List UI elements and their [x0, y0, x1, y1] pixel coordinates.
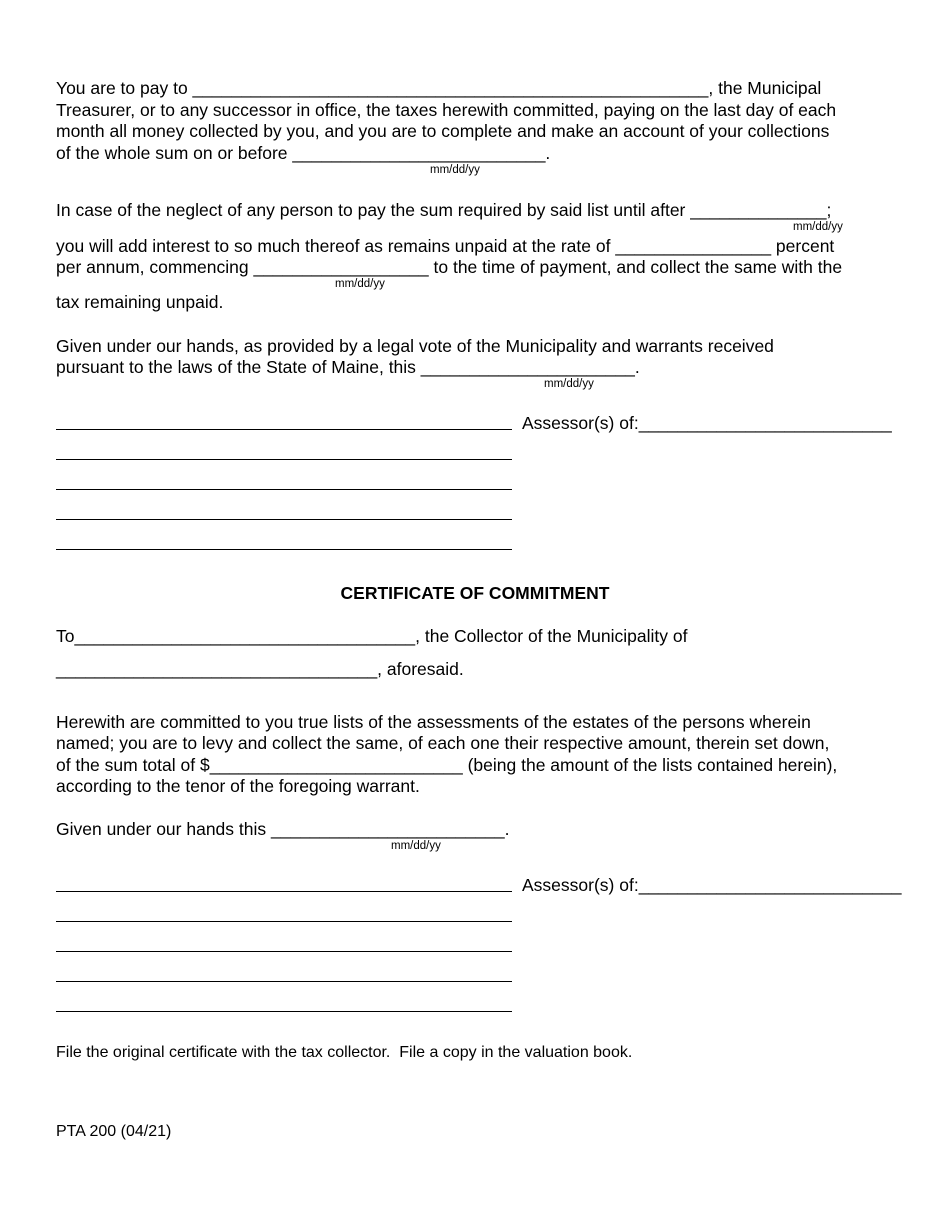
- certificate-text-line: named; you are to levy and collect the same, of each one their respective amount, therein set down,: [56, 733, 830, 753]
- form-id: PTA 200 (04/21): [56, 1123, 172, 1140]
- warrant-text-line: tax remaining unpaid.: [56, 292, 224, 312]
- assessor-signature-line[interactable]: [56, 891, 512, 892]
- date-format-hint: mm/dd/yy: [544, 378, 594, 390]
- collector-line: To___________________________________, the Collector of the Municipality of: [56, 626, 688, 646]
- assessor-signature-line[interactable]: [56, 549, 512, 550]
- assessor-signature-line[interactable]: [56, 459, 512, 460]
- date-format-hint: mm/dd/yy: [793, 221, 843, 233]
- warrant-text-line: per annum, commencing __________________ to the time of payment, and collect the same with the: [56, 257, 843, 277]
- assessor-signature-line[interactable]: [56, 519, 512, 520]
- assessor-of-label: Assessor(s) of:__________________________: [522, 413, 892, 433]
- warrant-text-line: In case of the neglect of any person to pay the sum required by said list until after ______________;: [56, 200, 832, 220]
- certificate-text-line: Herewith are committed to you true lists of the assessments of the estates of the persons wherein: [56, 712, 811, 732]
- municipality-line: _________________________________, aforesaid.: [56, 659, 464, 679]
- warrant-text-line: you will add interest to so much thereof as remains unpaid at the rate of ________________ percent: [56, 236, 835, 256]
- filing-instruction: File the original certificate with the tax collector. File a copy in the valuation book.: [56, 1044, 633, 1061]
- warrant-text-line: You are to pay to _____________________________________________________, the Municipal: [56, 78, 822, 98]
- warrant-text-line: pursuant to the laws of the State of Maine, this ______________________.: [56, 357, 640, 377]
- warrant-text-line: of the whole sum on or before __________________________.: [56, 143, 551, 163]
- certificate-title: CERTIFICATE OF COMMITMENT: [340, 583, 610, 603]
- assessor-of-label: Assessor(s) of:___________________________: [522, 875, 902, 895]
- certificate-text-line: of the sum total of $__________________________ (being the amount of the lists contained herein),: [56, 755, 838, 775]
- assessor-signature-line[interactable]: [56, 1011, 512, 1012]
- given-under-hands-line: Given under our hands this ________________________.: [56, 819, 510, 839]
- date-format-hint: mm/dd/yy: [335, 278, 385, 290]
- warrant-text-line: Treasurer, or to any successor in office, the taxes herewith committed, paying on the last day of each: [56, 100, 837, 120]
- certificate-text-line: according to the tenor of the foregoing warrant.: [56, 776, 420, 796]
- date-format-hint: mm/dd/yy: [430, 164, 480, 176]
- assessor-signature-line[interactable]: [56, 921, 512, 922]
- date-format-hint: mm/dd/yy: [391, 840, 441, 852]
- assessor-signature-line[interactable]: [56, 429, 512, 430]
- assessor-signature-line[interactable]: [56, 489, 512, 490]
- warrant-text-line: month all money collected by you, and you are to complete and make an account of your collections: [56, 121, 830, 141]
- assessor-signature-line[interactable]: [56, 951, 512, 952]
- warrant-text-line: Given under our hands, as provided by a legal vote of the Municipality and warrants received: [56, 336, 774, 356]
- assessor-signature-line[interactable]: [56, 981, 512, 982]
